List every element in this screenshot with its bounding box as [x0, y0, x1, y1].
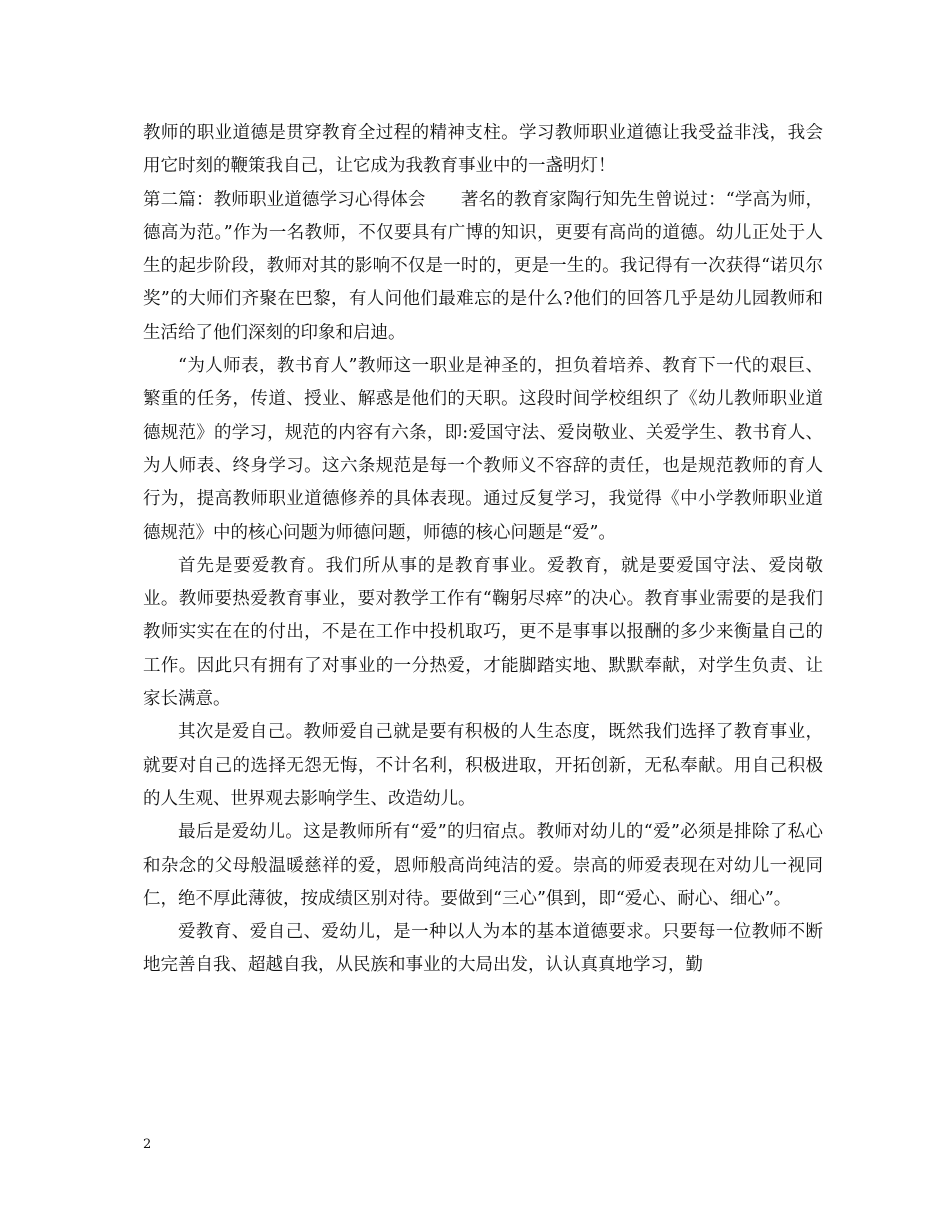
paragraph-second-article-intro: 第二篇：教师职业道德学习心得体会 著名的教育家陶行知先生曾说过：“学高为师，德高为范。”作为一名教师，不仅要具有广博的知识，更要有高尚的道德。幼儿正处于人生的起步阶段，教师对其的影响不仅是一时的，更是一生的。我记得有一次获得“诺贝尔奖”的大师们齐聚在巴黎，有人问他们最难忘的是什么?他们的回答几乎是幼儿园教师和生活给了他们深刻的印象和启迪。	[143, 189, 823, 343]
paragraph-teacher-role: “为人师表，教书育人”教师这一职业是神圣的，担负着培养、教育下一代的艰巨、繁重的任务，传道、授业、解惑是他们的天职。这段时间学校组织了《幼儿教师职业道德规范》的学习，规范的内容有六条，即:爱国守法、爱岗敬业、关爱学生、教书育人、为人师表、终身学习。这六条规范是每一个教师义不容辞的责任，也是规范教师的育人行为，提高教师职业道德修养的具体表现。通过反复学习，我觉得《中小学教师职业道德规范》中的核心问题为师德问题，师德的核心问题是“爱”。	[143, 356, 823, 543]
paragraph-love-children: 最后是爱幼儿。这是教师所有“爱”的归宿点。教师对幼儿的“爱”必须是排除了私心和杂念的父母般温暖慈祥的爱，恩师般高尚纯洁的爱。崇高的师爱表现在对幼儿一视同仁，绝不厚此薄彼，按成绩区别对待。要做到“三心”俱到，即“爱心、耐心、细心”。	[143, 822, 823, 909]
paragraph-love-self: 其次是爱自己。教师爱自己就是要有积极的人生态度，既然我们选择了教育事业，就要对自己的选择无怨无悔，不计名利，积极进取，开拓创新，无私奉献。用自己积极的人生观、世界观去影响学生、改造幼儿。	[143, 722, 823, 809]
paragraph-love-education: 首先是要爱教育。我们所从事的是教育事业。爱教育，就是要爱国守法、爱岗敬业。教师要热爱教育事业，要对教学工作有“鞠躬尽瘁”的决心。教育事业需要的是我们教师实实在在的付出，不是在工作中投机取巧，更不是事事以报酬的多少来衡量自己的工作。因此只有拥有了对事业的一分热爱，才能脚踏实地、默默奉献，对学生负责、让家长满意。	[143, 555, 823, 710]
document-body	[143, 117, 823, 983]
paragraph-summary: 爱教育、爱自己、爱幼儿，是一种以人为本的基本道德要求。只要每一位教师不断地完善自我、超越自我，从民族和事业的大局出发，认认真真地学习，勤	[143, 922, 823, 976]
page-number: 2	[143, 1137, 152, 1152]
paragraph-conclusion: 教师的职业道德是贯穿教育全过程的精神支柱。学习教师职业道德让我受益非浅，我会用它时刻的鞭策我自己，让它成为我教育事业中的一盏明灯！	[143, 123, 823, 177]
